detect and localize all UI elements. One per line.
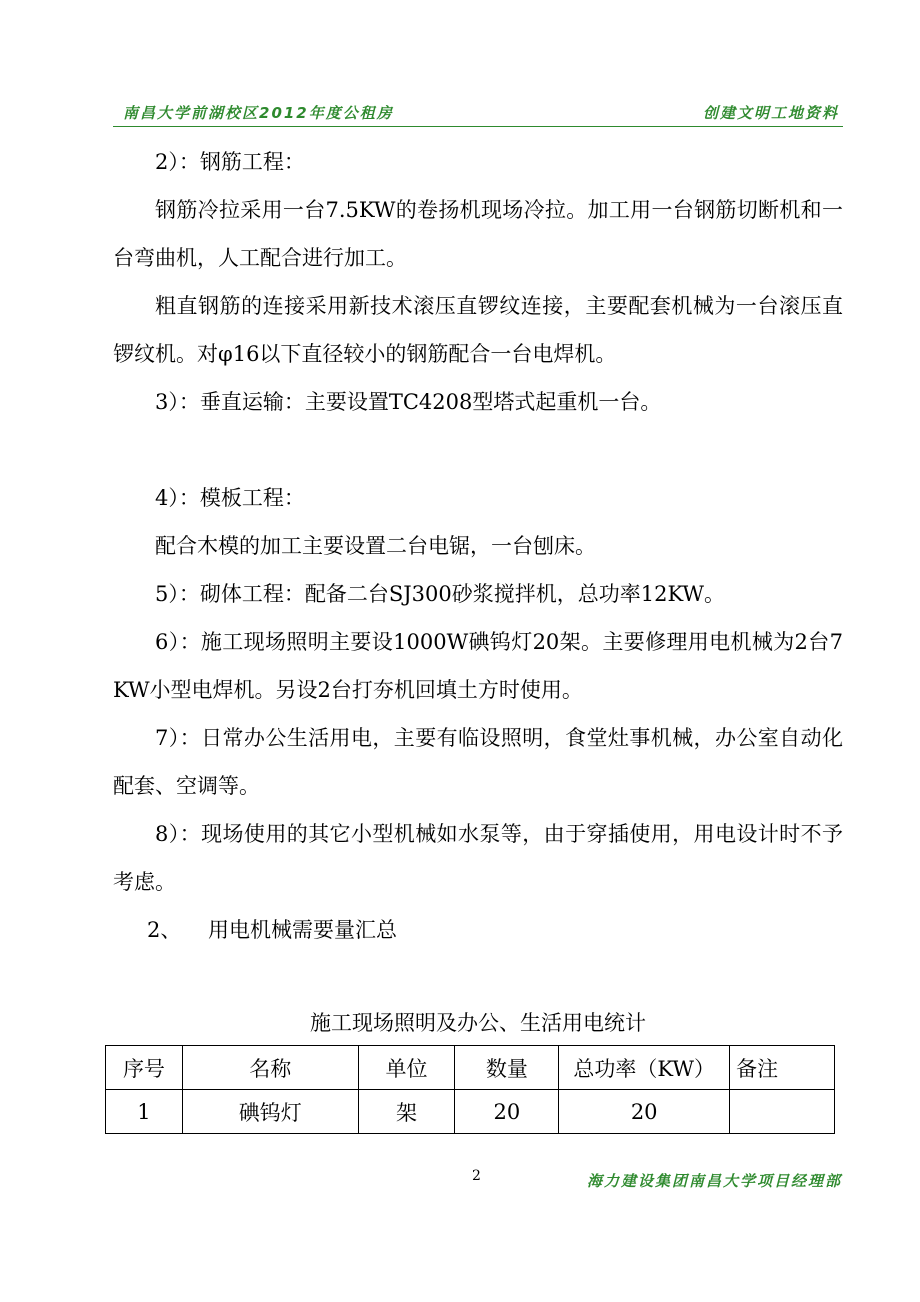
cell-remark [730, 1090, 835, 1134]
table-header-row [106, 1046, 835, 1090]
column-header-name: 名称 [182, 1046, 358, 1090]
paragraph-small-machinery: 8）：现场使用的其它小型机械如水泵等，由于穿插使用，用电设计时不予考虑。 [113, 822, 843, 894]
paragraph-vertical-transport: 3）：垂直运输：主要设置TC4208型塔式起重机一台。 [155, 390, 662, 414]
page-header [113, 102, 843, 128]
cell-unit: 架 [358, 1090, 455, 1134]
column-header-index: 序号 [106, 1046, 183, 1090]
cell-name: 碘钨灯 [182, 1090, 358, 1134]
paragraph-formwork-equipment: 配合木模的加工主要设置二台电锯，一台刨床。 [155, 534, 596, 558]
paragraph-masonry: 5）：砌体工程：配备二台SJ300砂浆搅拌机，总功率12KW。 [155, 582, 725, 606]
table-row [106, 1090, 835, 1134]
paragraph-formwork-heading: 4）：模板工程： [155, 486, 305, 510]
header-project-name: 南昌大学前湖校区2012年度公租房 [123, 104, 394, 122]
cell-quantity: 20 [455, 1090, 559, 1134]
column-header-total-power: 总功率（KW） [559, 1046, 730, 1090]
paragraph-rebar-cold-drawing: 钢筋冷拉采用一台7.5KW的卷扬机现场冷拉。加工用一台钢筋切断机和一台弯曲机，人工配合进行加工。 [113, 198, 843, 270]
blank-line [113, 426, 843, 474]
header-document-category: 创建文明工地资料 [702, 104, 839, 122]
column-header-unit: 单位 [358, 1046, 455, 1090]
cell-index: 1 [106, 1090, 183, 1134]
paragraph-rebar-connection: 粗直钢筋的连接采用新技术滚压直锣纹连接，主要配套机械为一台滚压直锣纹机。对φ16以下直径较小的钢筋配合一台电焊机。 [113, 294, 843, 366]
body-text [113, 138, 843, 954]
page-number: 2 [472, 1168, 481, 1184]
paragraph-site-lighting: 6）：施工现场照明主要设1000W碘钨灯20架。主要修理用电机械为2台7KW小型电焊机。另设2台打夯机回填土方时使用。 [113, 630, 843, 702]
footer-company-name: 海力建设集团南昌大学项目经理部 [586, 1172, 842, 1190]
paragraph-office-power: 7）：日常办公生活用电，主要有临设照明，食堂灶事机械，办公室自动化配套、空调等。 [113, 726, 843, 798]
column-header-quantity: 数量 [455, 1046, 559, 1090]
power-usage-table [105, 1045, 835, 1134]
cell-total-power: 20 [559, 1090, 730, 1134]
table-title: 施工现场照明及办公、生活用电统计 [310, 1011, 646, 1035]
paragraph-rebar-heading: 2）：钢筋工程： [155, 150, 305, 174]
header-divider [113, 126, 843, 127]
section-heading-machinery-summary: 2、 用电机械需要量汇总 [147, 918, 398, 942]
column-header-remark: 备注 [730, 1046, 835, 1090]
